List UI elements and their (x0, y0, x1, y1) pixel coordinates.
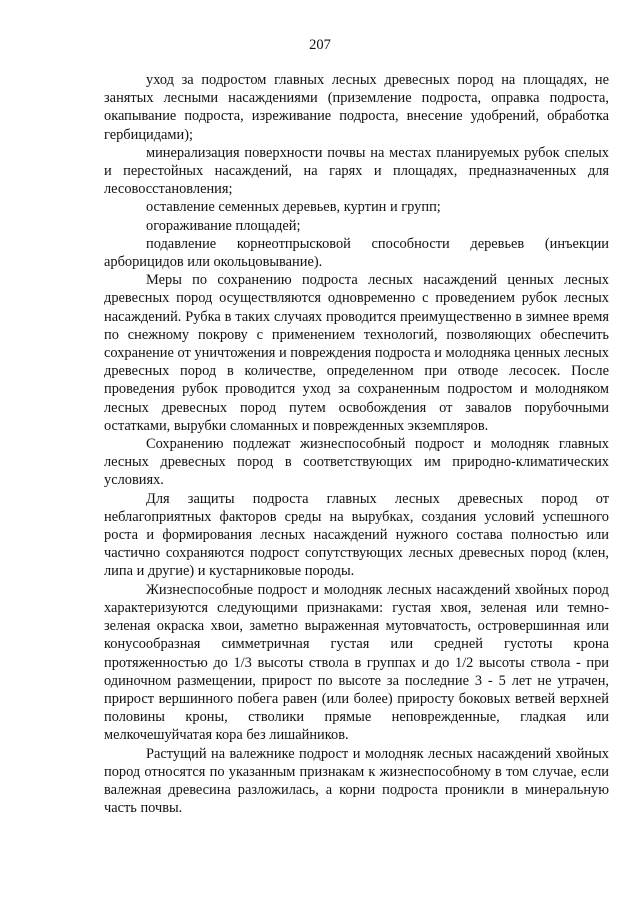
paragraph: Жизнеспособные подрост и молодняк лесных насаждений хвойных пород характеризуются следующими признаками: густая хвоя, зеленая или темно-зеленая окраска хвои, заметно выраженная мутовчатость, островершинная или конусообразная симметричная густая или средней густоты крона протяженностью до 1/3 высоты ствола в группах и до 1/2 высоты ствола - при одиночном размещении, прирост по высоте за последние 3 - 5 лет не утрачен, прирост вершинного побега равен (или более) приросту боковых ветвей верхней половины кроны, стволики прямые неповрежденные, гладкая или мелкочешуйчатая кора без лишайников. (104, 581, 609, 744)
body-text (104, 71, 609, 817)
paragraph: Для защиты подроста главных лесных древесных пород от неблагоприятных факторов среды на вырубках, создания условий успешного роста и формирования лесных насаждений нужного состава полностью или частично сохраняются подрост сопутствующих лесных древесных пород (клен, липа и другие) и кустарниковые породы. (104, 490, 609, 580)
paragraph: уход за подростом главных лесных древесных пород на площадях, не занятых лесными насаждениями (приземление подроста, оправка подроста, окапывание подроста, изреживание подроста, внесение удобрений, обработка гербицидами); (104, 72, 609, 143)
page-number: 207 (309, 37, 331, 53)
paragraph: оставление семенных деревьев, куртин и групп; (146, 199, 441, 216)
paragraph: Растущий на валежнике подрост и молодняк лесных насаждений хвойных пород относятся по указанным признакам к жизнеспособному в том случае, если валежная древесина разложилась, а корни подроста проникли в минеральную часть почвы. (104, 745, 609, 817)
paragraph: подавление корнеотпрысковой способности деревьев (инъекции арборицидов или окольцовывание). (104, 235, 609, 271)
paragraph: минерализация поверхности почвы на местах планируемых рубок спелых и перестойных насаждений, на гарях и площадях, предназначенных для лесовосстановления; (104, 144, 609, 198)
paragraph: огораживание площадей; (146, 217, 301, 234)
paragraph: Меры по сохранению подроста лесных насаждений ценных лесных древесных пород осуществляются одновременно с проведением рубок лесных насаждений. Рубка в таких случаях проводится преимущественно в зимнее время по снежному покрову с применением технологий, позволяющих обеспечить сохранение от уничтожения и повреждения подроста и молодняка ценных лесных древесных пород в количестве, определенном при отводе лесосек. После проведения рубок проводится уход за сохраненным подростом и молодняком лесных древесных пород путем освобождения от завалов порубочными остатками, вырубки сломанных и поврежденных экземпляров. (104, 272, 609, 434)
paragraph: Сохранению подлежат жизнеспособный подрост и молодняк главных лесных древесных пород в соответствующих им природно-климатических условиях. (104, 436, 609, 489)
